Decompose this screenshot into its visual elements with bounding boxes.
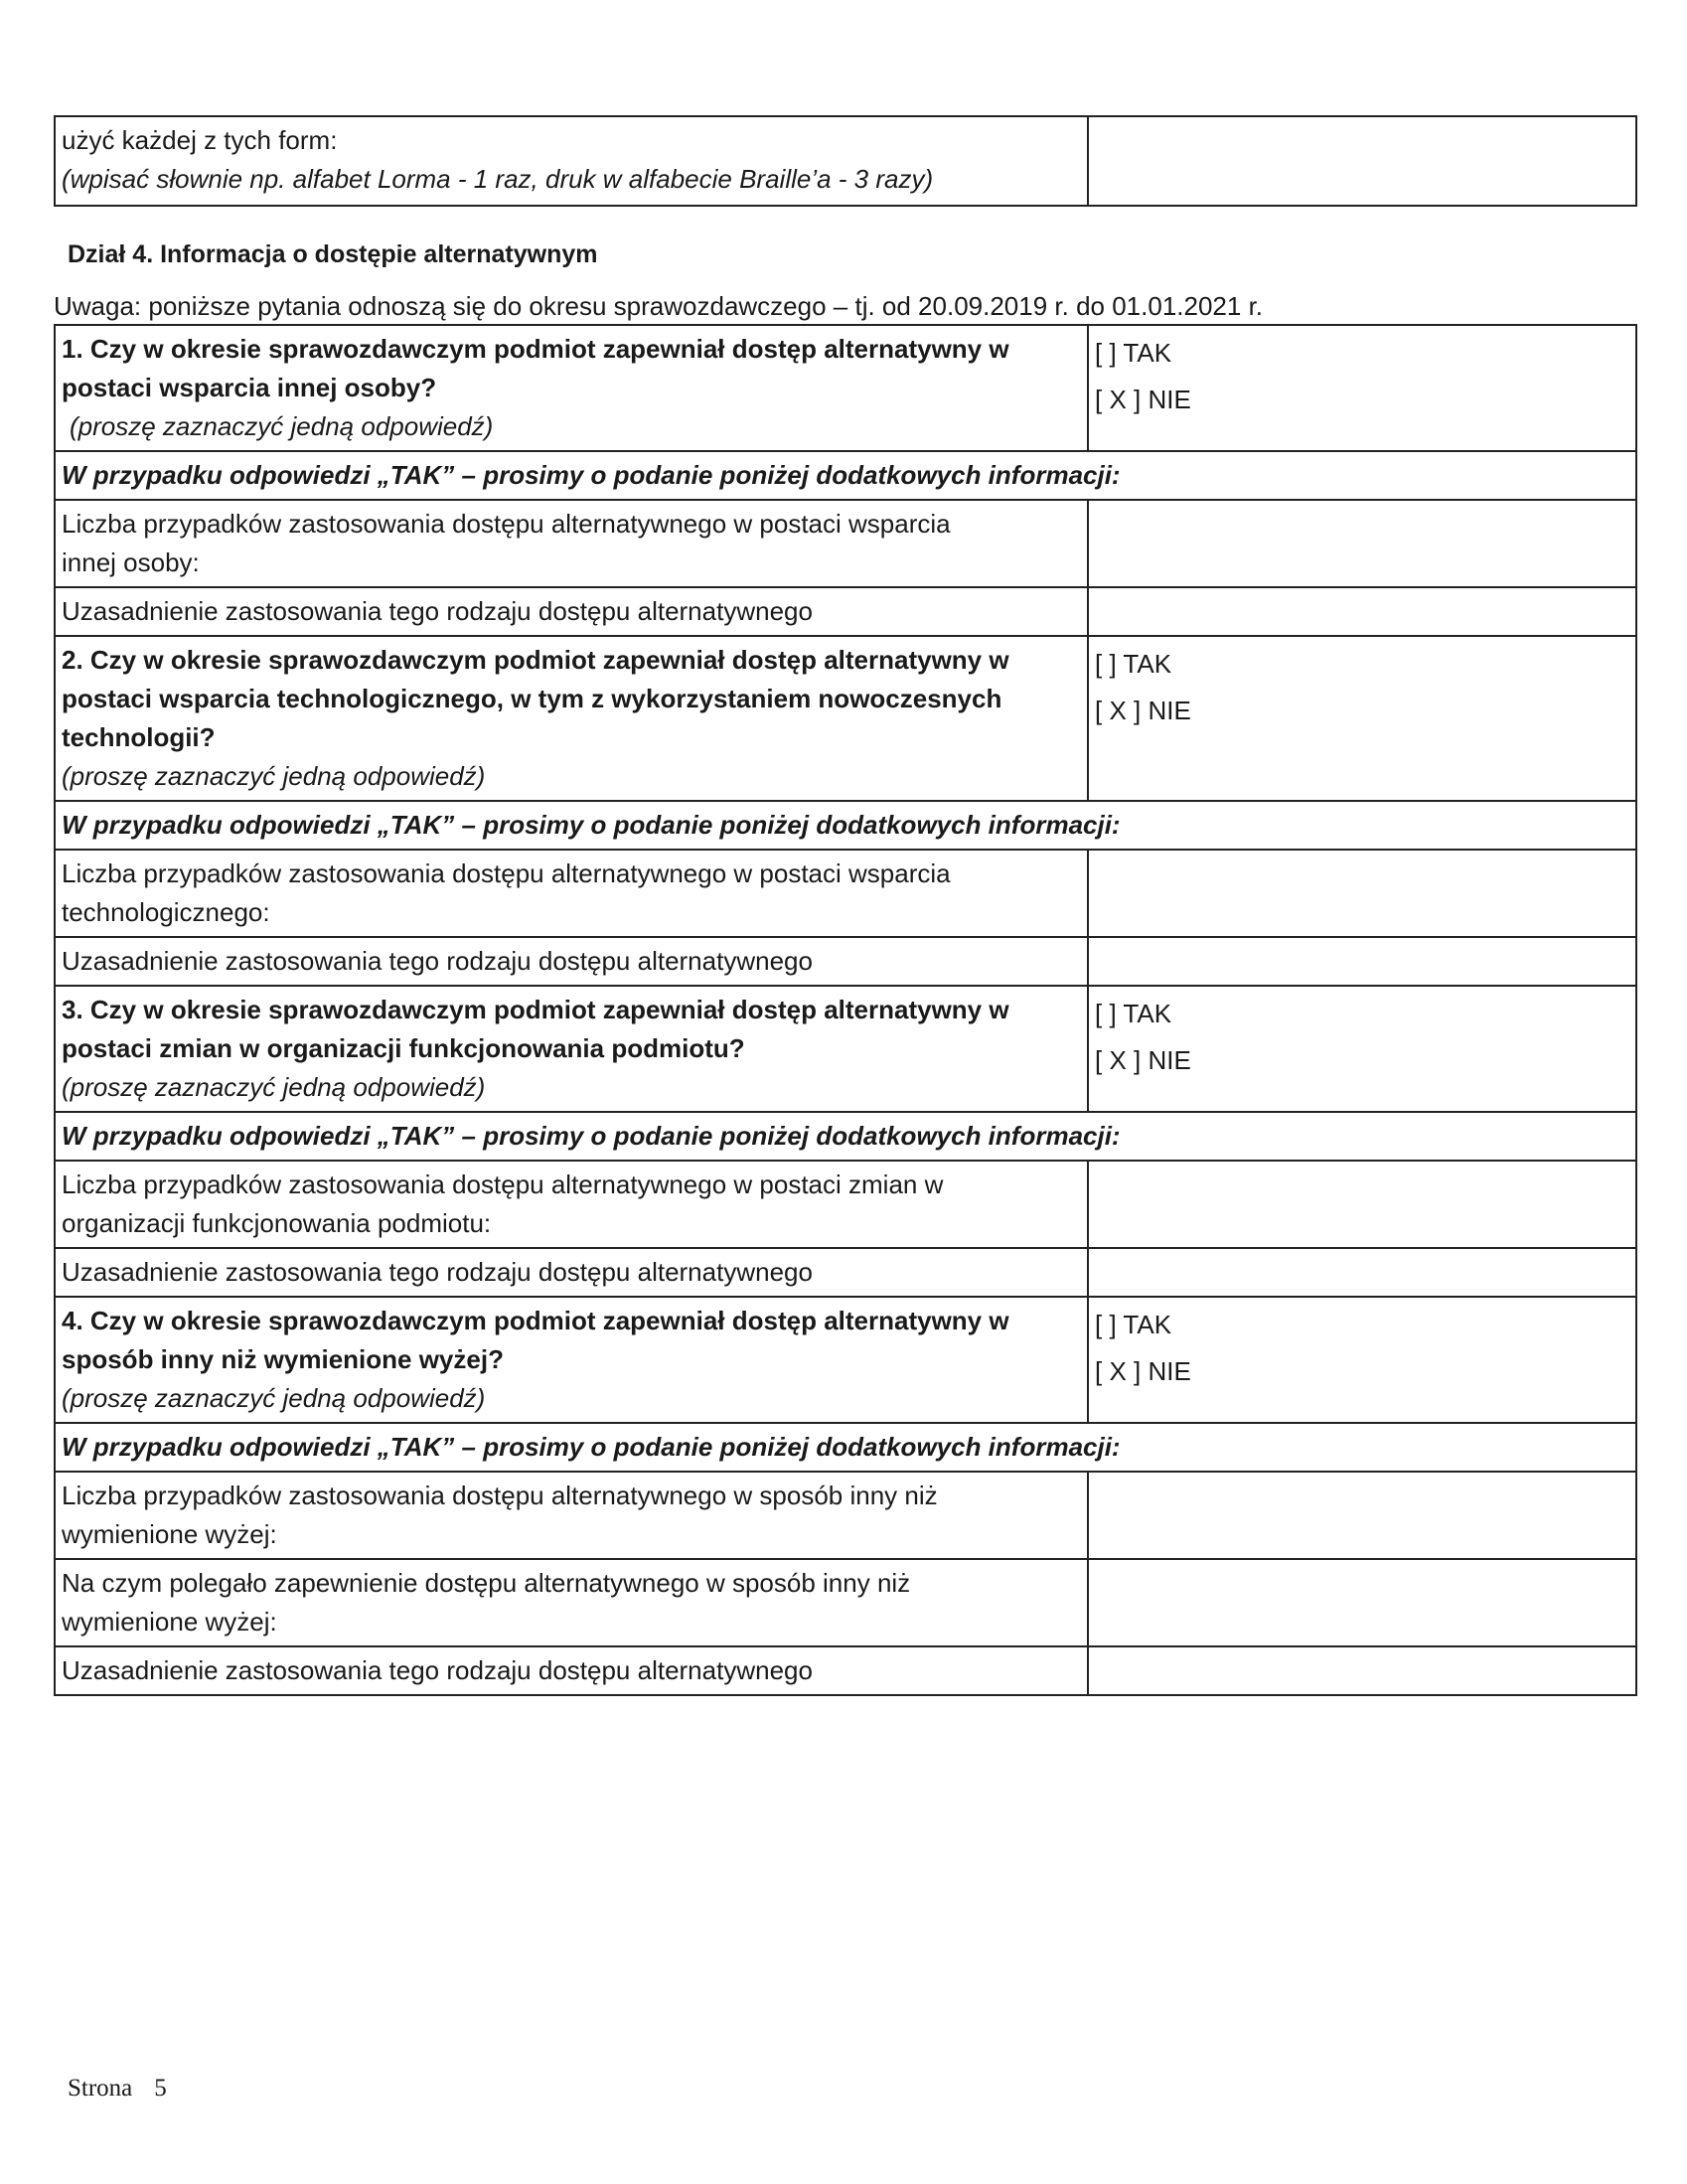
question-4-how-input[interactable] xyxy=(1088,1559,1636,1646)
question-1-text: 1. Czy w okresie sprawozdawczym podmiot zapewniał dostęp alternatywny w xyxy=(62,334,1009,364)
page-number: 5 xyxy=(154,2075,167,2102)
question-1-justification-label: Uzasadnienie zastosowania tego rodzaju dostępu alternatywnego xyxy=(55,587,1088,636)
alternative-access-table xyxy=(54,324,1637,1696)
question-4-count-input[interactable] xyxy=(1088,1472,1636,1559)
question-1-cell xyxy=(55,325,1088,451)
followup-header-4: W przypadku odpowiedzi „TAK” – prosimy o podanie poniżej dodatkowych informacji: xyxy=(55,1423,1636,1472)
section-title: Dział 4. Informacja o dostępie alternatywnym xyxy=(68,240,598,268)
followup-header-row xyxy=(55,1423,1636,1472)
question-3-row xyxy=(55,986,1636,1112)
question-4-text: 4. Czy w okresie sprawozdawczym podmiot zapewniał dostęp alternatywny w xyxy=(62,1306,1009,1335)
question-1-text-cont: postaci wsparcia innej osoby? xyxy=(62,373,437,402)
question-4-row xyxy=(55,1297,1636,1423)
braille-forms-row xyxy=(55,116,1636,206)
question-2-justification-input[interactable] xyxy=(1088,937,1636,986)
page-label: Strona xyxy=(68,2075,133,2102)
question-3-count-text: Liczba przypadków zastosowania dostępu alternatywnego w postaci zmian w xyxy=(62,1170,944,1199)
question-2-text: 2. Czy w okresie sprawozdawczym podmiot zapewniał dostęp alternatywny w xyxy=(62,645,1009,675)
followup-header-1: W przypadku odpowiedzi „TAK” – prosimy o podanie poniżej dodatkowych informacji: xyxy=(55,451,1636,500)
question-2-option-tak[interactable]: [ ] TAK xyxy=(1095,649,1172,679)
question-4-count-text: Liczba przypadków zastosowania dostępu alternatywnego w sposób inny niż xyxy=(62,1481,938,1510)
question-1-count-row xyxy=(55,500,1636,587)
followup-header-row xyxy=(55,1112,1636,1161)
question-4-how-row xyxy=(55,1559,1636,1646)
question-1-row xyxy=(55,325,1636,451)
question-2-count-input[interactable] xyxy=(1088,850,1636,937)
question-3-option-nie[interactable]: [ X ] NIE xyxy=(1095,1045,1191,1075)
question-1-justification-input[interactable] xyxy=(1088,587,1636,636)
question-4-text-cont: sposób inny niż wymienione wyżej? xyxy=(62,1344,504,1374)
question-4-justification-row xyxy=(55,1646,1636,1695)
braille-forms-hint: (wpisać słownie np. alfabet Lorma - 1 raz, druk w alfabecie Braille’a - 3 razy) xyxy=(62,164,934,194)
question-3-option-tak[interactable]: [ ] TAK xyxy=(1095,999,1172,1028)
braille-forms-label-text: użyć każdej z tych form: xyxy=(62,125,338,155)
question-3-count-row xyxy=(55,1161,1636,1248)
question-3-justification-label: Uzasadnienie zastosowania tego rodzaju dostępu alternatywnego xyxy=(55,1248,1088,1297)
question-2-count-text-cont: technologicznego: xyxy=(62,897,270,927)
question-4-hint: (proszę zaznaczyć jedną odpowiedź) xyxy=(62,1383,486,1413)
question-1-count-label xyxy=(55,500,1088,587)
question-3-hint: (proszę zaznaczyć jedną odpowiedź) xyxy=(62,1072,486,1102)
question-2-count-row xyxy=(55,850,1636,937)
question-2-option-nie[interactable]: [ X ] NIE xyxy=(1095,696,1191,725)
section-note: Uwaga: poniższe pytania odnoszą się do okresu sprawozdawczego – tj. od 20.09.2019 r. do 01.01.2021 r. xyxy=(54,291,1264,321)
question-3-text-cont: postaci zmian w organizacji funkcjonowania podmiotu? xyxy=(62,1033,745,1063)
followup-header-row xyxy=(55,801,1636,850)
question-4-count-label xyxy=(55,1472,1088,1559)
question-1-count-text-cont: innej osoby: xyxy=(62,547,200,577)
braille-forms-input[interactable] xyxy=(1088,116,1636,206)
question-4-how-text-cont: wymienione wyżej: xyxy=(62,1607,277,1637)
question-4-option-tak[interactable]: [ ] TAK xyxy=(1095,1310,1172,1339)
question-2-count-text: Liczba przypadków zastosowania dostępu alternatywnego w postaci wsparcia xyxy=(62,858,951,888)
question-3-answer xyxy=(1088,986,1636,1112)
followup-header-3: W przypadku odpowiedzi „TAK” – prosimy o podanie poniżej dodatkowych informacji: xyxy=(55,1112,1636,1161)
question-2-justification-row xyxy=(55,937,1636,986)
question-3-justification-row xyxy=(55,1248,1636,1297)
question-1-option-nie[interactable]: [ X ] NIE xyxy=(1095,385,1191,414)
question-1-answer xyxy=(1088,325,1636,451)
question-4-option-nie[interactable]: [ X ] NIE xyxy=(1095,1356,1191,1386)
question-3-count-label xyxy=(55,1161,1088,1248)
question-1-count-text: Liczba przypadków zastosowania dostępu alternatywnego w postaci wsparcia xyxy=(62,509,951,539)
question-3-cell xyxy=(55,986,1088,1112)
followup-header-row xyxy=(55,451,1636,500)
question-2-text-cont: postaci wsparcia technologicznego, w tym z wykorzystaniem nowoczesnych xyxy=(62,684,1002,713)
question-2-hint: (proszę zaznaczyć jedną odpowiedź) xyxy=(62,761,486,791)
followup-header-2: W przypadku odpowiedzi „TAK” – prosimy o podanie poniżej dodatkowych informacji: xyxy=(55,801,1636,850)
question-4-answer xyxy=(1088,1297,1636,1423)
question-1-hint: (proszę zaznaczyć jedną odpowiedź) xyxy=(70,411,494,441)
question-2-row xyxy=(55,636,1636,801)
question-2-text-cont2: technologii? xyxy=(62,722,216,752)
question-4-how-text: Na czym polegało zapewnienie dostępu alternatywnego w sposób inny niż xyxy=(62,1568,911,1598)
question-4-count-row xyxy=(55,1472,1636,1559)
question-3-text: 3. Czy w okresie sprawozdawczym podmiot zapewniał dostęp alternatywny w xyxy=(62,995,1009,1024)
question-3-justification-input[interactable] xyxy=(1088,1248,1636,1297)
question-3-count-text-cont: organizacji funkcjonowania podmiotu: xyxy=(62,1208,492,1238)
question-1-option-tak[interactable]: [ ] TAK xyxy=(1095,338,1172,368)
question-2-count-label xyxy=(55,850,1088,937)
braille-forms-label xyxy=(55,116,1088,206)
question-4-justification-label: Uzasadnienie zastosowania tego rodzaju dostępu alternatywnego xyxy=(55,1646,1088,1695)
question-1-count-input[interactable] xyxy=(1088,500,1636,587)
question-2-answer xyxy=(1088,636,1636,801)
question-1-justification-row xyxy=(55,587,1636,636)
question-2-cell xyxy=(55,636,1088,801)
question-4-count-text-cont: wymienione wyżej: xyxy=(62,1519,277,1549)
question-4-justification-input[interactable] xyxy=(1088,1646,1636,1695)
question-2-justification-label: Uzasadnienie zastosowania tego rodzaju dostępu alternatywnego xyxy=(55,937,1088,986)
page-footer xyxy=(68,2075,167,2103)
question-3-count-input[interactable] xyxy=(1088,1161,1636,1248)
question-4-how-label xyxy=(55,1559,1088,1646)
question-4-cell xyxy=(55,1297,1088,1423)
previous-section-table xyxy=(54,115,1637,207)
